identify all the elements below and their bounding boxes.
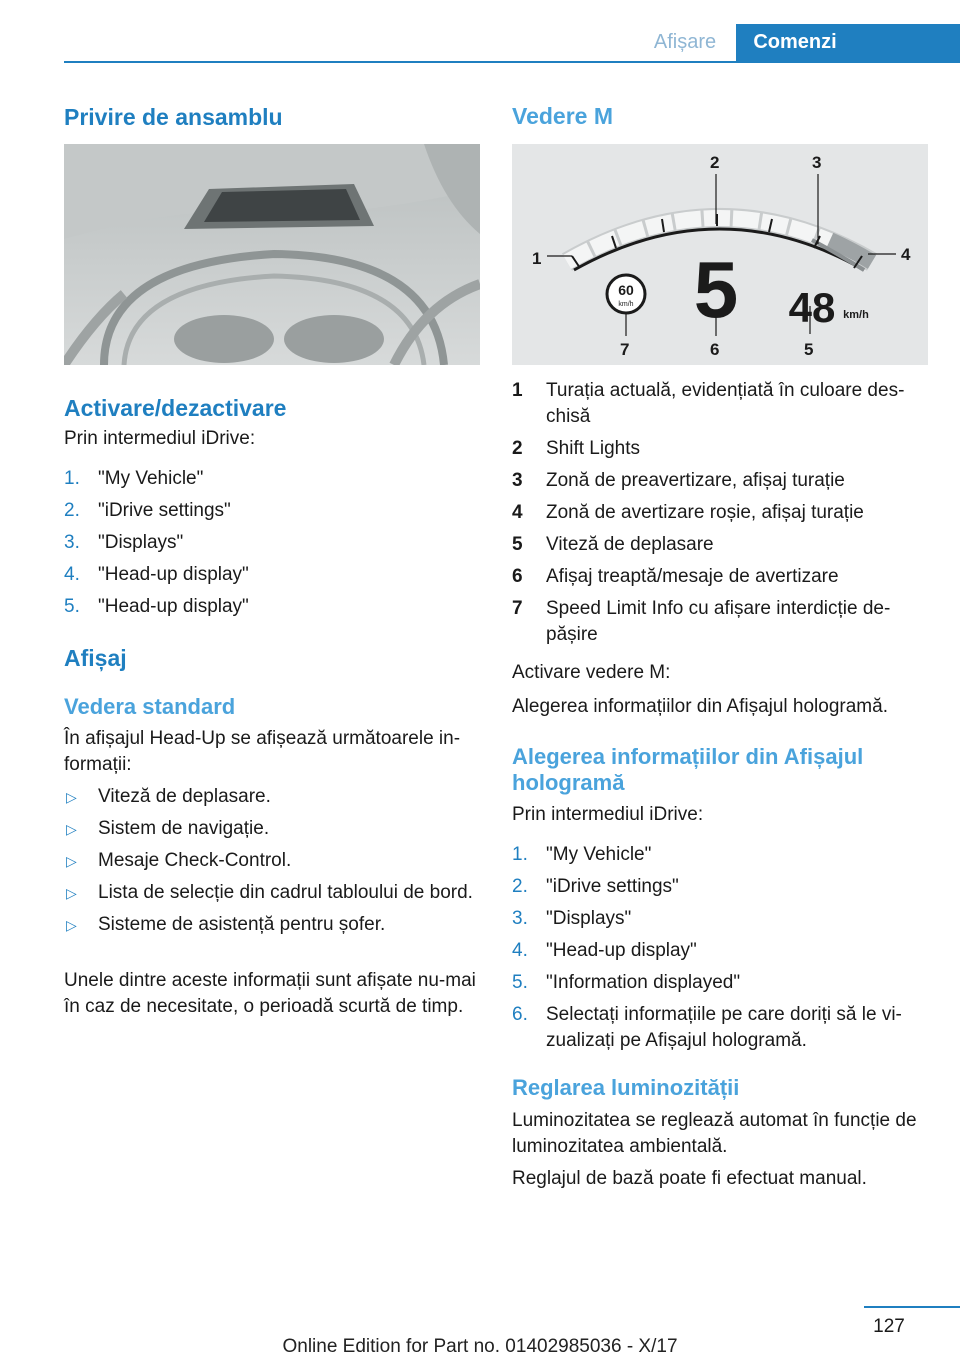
standard-items-list [64, 784, 480, 938]
list-item: 3. "Displays" [512, 908, 632, 929]
callout-6: 6 [710, 340, 720, 359]
speed-value: 48 [788, 284, 836, 331]
triangle-bullet-icon: ▷ [66, 885, 77, 901]
list-item: 1. "My Vehicle" [64, 468, 204, 489]
mview-legend-list [512, 378, 928, 648]
callout-4: 4 [901, 245, 911, 264]
callout-5: 5 [804, 340, 814, 359]
activation-steps-list [64, 466, 480, 620]
mview-activate-text: Alegerea informațiilor din Afișajul hologramă. [512, 696, 888, 717]
speed-unit: km/h [843, 309, 869, 321]
section-title-activation: Activare/dezactivare [64, 395, 287, 421]
limit-value: 60 [618, 282, 634, 298]
section-title-overview: Privire de ansamblu [64, 104, 283, 130]
edition-footer: Online Edition for Part no. 01402985036 - X/17 [282, 1336, 678, 1357]
list-item: 5 Viteză de deplasare [512, 534, 714, 555]
tab-afisare[interactable]: Afișare [653, 31, 717, 53]
list-item: 5. "Information displayed" [512, 972, 741, 993]
gear-value: 5 [693, 245, 739, 334]
brightness-manual-text: Reglajul de bază poate fi efectuat manual. [512, 1168, 867, 1189]
header-rule [64, 61, 960, 63]
triangle-bullet-icon: ▷ [66, 821, 77, 837]
callout-7: 7 [620, 340, 630, 359]
list-item: 2. "iDrive settings" [64, 500, 231, 521]
via-idrive-text: Prin intermediul iDrive: [64, 428, 256, 449]
callout-2: 2 [710, 153, 720, 172]
choose-steps-list [512, 842, 928, 1054]
list-item: 4 Zonă de avertizare roșie, afișaj turație [512, 502, 864, 523]
triangle-bullet-icon: ▷ [66, 789, 77, 805]
list-item: ▷ Mesaje Check-Control. [64, 848, 480, 874]
list-item: 6 Afișaj treaptă/mesaje de avertizare [512, 566, 839, 587]
dashboard-photo [64, 144, 480, 365]
footer-rule [864, 1306, 960, 1308]
list-item: ▷ Sistem de navigație. [64, 816, 480, 842]
list-item: 1. "My Vehicle" [512, 844, 652, 865]
callout-1: 1 [532, 249, 542, 268]
mview-diagram [512, 144, 928, 365]
list-item: 3 Zonă de preavertizare, afișaj turație [512, 470, 845, 491]
list-item: ▷ Viteză de deplasare. [64, 784, 480, 810]
callout-3: 3 [812, 153, 822, 172]
list-item: 6. Selectați informațiile pe care doriți să le vi-zualizați pe Afișajul hologramă. [512, 1004, 902, 1051]
brightness-text: Luminozitatea se reglează automat în funcție de luminozitatea ambientală. [512, 1110, 917, 1157]
list-item: ▷ Lista de selecție din cadrul tabloului de bord. [64, 880, 480, 906]
subsection-title-standard: Vedera standard [64, 694, 236, 719]
limit-unit: km/h [618, 301, 634, 308]
list-item: 5. "Head-up display" [64, 596, 249, 617]
list-item: 4. "Head-up display" [64, 564, 249, 585]
triangle-bullet-icon: ▷ [66, 917, 77, 933]
standard-intro-text: În afișajul Head-Up se afișează următoarele in-formații: [64, 728, 461, 775]
list-item: ▷ Sisteme de asistență pentru șofer. [64, 912, 480, 938]
triangle-bullet-icon: ▷ [66, 853, 77, 869]
tab-comenzi[interactable]: Comenzi [736, 24, 854, 61]
list-item: 4. "Head-up display" [512, 940, 697, 961]
standard-note-text: Unele dintre aceste informații sunt afișate nu-mai în caz de necesitate, o perioadă scurtă de timp. [64, 970, 476, 1017]
subsection-title-choose: Alegerea informațiilor din Afișajul hologramă [512, 744, 864, 795]
page-number: 127 [873, 1316, 905, 1337]
via-idrive-text-right: Prin intermediul iDrive: [512, 804, 704, 825]
list-item: 2 Shift Lights [512, 438, 640, 459]
subsection-title-brightness: Reglarea luminozității [512, 1075, 740, 1100]
list-item: 2. "iDrive settings" [512, 876, 679, 897]
header-bar-fill [854, 24, 960, 61]
section-title-mview: Vedere M [512, 103, 613, 129]
list-item: 7 Speed Limit Info cu afișare interdicție de-pășire [512, 598, 891, 645]
mview-activate-label: Activare vedere M: [512, 662, 671, 683]
section-title-display: Afișaj [64, 645, 127, 671]
list-item: 1 Turația actuală, evidențiată în culoare des-chisă [512, 380, 905, 427]
list-item: 3. "Displays" [64, 532, 184, 553]
